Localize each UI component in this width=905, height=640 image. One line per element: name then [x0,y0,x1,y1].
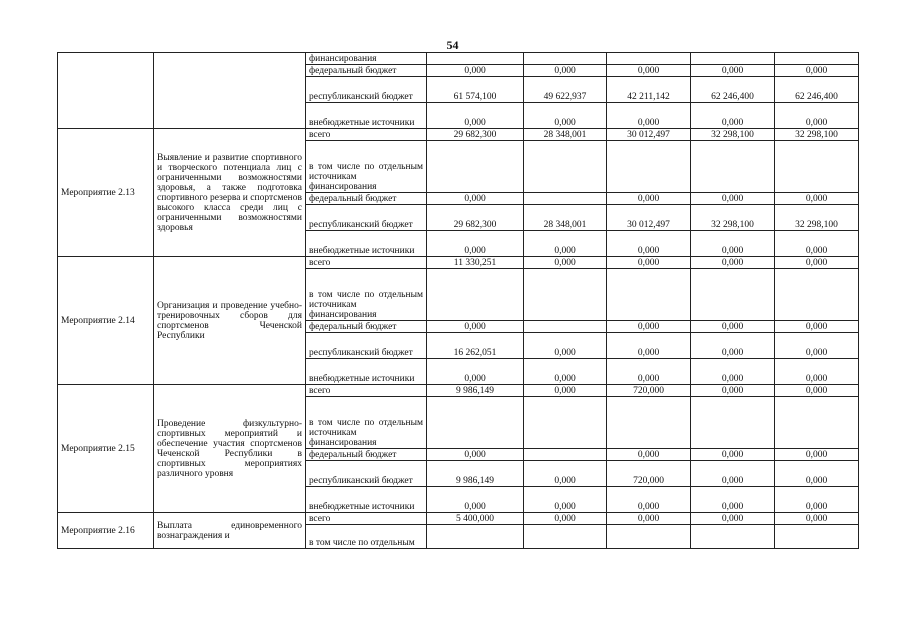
value-cell: 720,000 [607,385,691,397]
value-cell: 0,000 [607,487,691,513]
value-cell: 0,000 [427,449,524,461]
value-cell: 0,000 [427,231,524,257]
event-name: Мероприятие 2.13 [58,129,154,257]
value-cell: 0,000 [775,257,859,269]
value-cell: 0,000 [524,359,607,385]
value-cell [427,525,524,549]
value-cell: 0,000 [775,513,859,525]
value-cell: 0,000 [524,257,607,269]
value-cell: 0,000 [607,193,691,205]
value-cell: 0,000 [691,65,775,77]
value-cell: 0,000 [775,461,859,487]
value-cell: 0,000 [691,487,775,513]
value-cell: 9 986,149 [427,385,524,397]
value-cell: 0,000 [775,231,859,257]
value-cell [775,53,859,65]
source-cell: всего [306,385,427,397]
value-cell: 0,000 [427,359,524,385]
financing-table [57,52,859,549]
value-cell: 11 330,251 [427,257,524,269]
value-cell: 0,000 [775,385,859,397]
value-cell: 0,000 [691,385,775,397]
value-cell: 0,000 [524,333,607,359]
value-cell [607,269,691,321]
value-cell: 28 348,001 [524,129,607,141]
value-cell: 30 012,497 [607,205,691,231]
value-cell [524,397,607,449]
event-description: Выявление и развитие спортивного и творческого потенциала лиц с ограниченными возможностями здоровья, а также подготовка спортивного резерва и спортсменов высокого класса среди лиц с ограниченными возможностями здоровья [154,129,306,257]
source-cell: всего [306,129,427,141]
event-description: Проведение физкультурно-спортивных мероприятий и обеспечение участия спортсменов Чеченской Республики в спортивных мероприятиях различного уровня [154,385,306,513]
value-cell: 0,000 [775,65,859,77]
source-cell: федеральный бюджет [306,65,427,77]
source-cell: республиканский бюджет [306,333,427,359]
value-cell [607,525,691,549]
table-row [58,129,859,141]
source-cell: внебюджетные источники [306,103,427,129]
value-cell: 0,000 [427,65,524,77]
value-cell [427,269,524,321]
value-cell: 42 211,142 [607,77,691,103]
value-cell: 0,000 [607,449,691,461]
table-row [58,257,859,269]
value-cell: 0,000 [524,103,607,129]
value-cell: 32 298,100 [691,129,775,141]
value-cell [607,53,691,65]
source-cell: всего [306,257,427,269]
value-cell [524,193,607,205]
value-cell: 0,000 [691,321,775,333]
description-cell [154,53,306,129]
value-cell [775,525,859,549]
page-number: 54 [446,38,459,52]
value-cell: 0,000 [427,487,524,513]
value-cell: 0,000 [691,513,775,525]
source-cell: в том числе по отдельным источникам финансирования [306,269,427,321]
source-cell: в том числе по отдельным источникам финансирования [306,141,427,193]
value-cell: 32 298,100 [691,205,775,231]
value-cell: 49 622,937 [524,77,607,103]
event-cell [58,53,154,129]
value-cell [775,269,859,321]
event-name: Мероприятие 2.15 [58,385,154,513]
value-cell [524,449,607,461]
source-cell: федеральный бюджет [306,321,427,333]
value-cell [524,321,607,333]
value-cell: 32 298,100 [775,205,859,231]
value-cell: 0,000 [775,333,859,359]
value-cell: 0,000 [691,103,775,129]
value-cell: 0,000 [524,461,607,487]
value-cell [524,141,607,193]
value-cell [607,141,691,193]
value-cell: 30 012,497 [607,129,691,141]
source-cell: финансирования [306,53,427,65]
value-cell: 0,000 [691,449,775,461]
source-cell: всего [306,513,427,525]
value-cell: 0,000 [691,333,775,359]
value-cell: 0,000 [775,103,859,129]
value-cell: 0,000 [427,321,524,333]
value-cell [691,397,775,449]
value-cell: 0,000 [524,487,607,513]
event-name: Мероприятие 2.16 [58,513,154,549]
value-cell: 62 246,400 [691,77,775,103]
value-cell [775,397,859,449]
source-cell: внебюджетные источники [306,359,427,385]
value-cell: 0,000 [691,257,775,269]
value-cell: 0,000 [607,231,691,257]
value-cell: 29 682,300 [427,129,524,141]
table-row [58,513,859,525]
value-cell [775,141,859,193]
source-cell: федеральный бюджет [306,449,427,461]
value-cell [427,53,524,65]
value-cell: 0,000 [607,333,691,359]
value-cell: 0,000 [607,257,691,269]
source-cell: республиканский бюджет [306,461,427,487]
value-cell [427,397,524,449]
table-row [58,385,859,397]
value-cell: 0,000 [775,359,859,385]
value-cell: 5 400,000 [427,513,524,525]
source-cell: в том числе по отдельным [306,525,427,549]
value-cell: 0,000 [524,385,607,397]
value-cell: 62 246,400 [775,77,859,103]
value-cell: 0,000 [775,321,859,333]
value-cell: 0,000 [524,231,607,257]
value-cell [691,141,775,193]
source-cell: в том числе по отдельным источникам финансирования [306,397,427,449]
value-cell: 0,000 [607,65,691,77]
event-description: Организация и проведение учебно-тренировочных сборов для спортсменов Чеченской Республики [154,257,306,385]
value-cell: 0,000 [427,103,524,129]
value-cell: 0,000 [691,359,775,385]
value-cell: 0,000 [775,193,859,205]
value-cell: 9 986,149 [427,461,524,487]
value-cell: 28 348,001 [524,205,607,231]
value-cell [524,525,607,549]
source-cell: внебюджетные источники [306,231,427,257]
source-cell: федеральный бюджет [306,193,427,205]
event-description: Выплата единовременного вознаграждения и [154,513,306,549]
value-cell: 0,000 [691,231,775,257]
value-cell: 32 298,100 [775,129,859,141]
value-cell: 0,000 [775,487,859,513]
source-cell: внебюджетные источники [306,487,427,513]
value-cell: 720,000 [607,461,691,487]
value-cell: 0,000 [691,461,775,487]
value-cell: 0,000 [607,513,691,525]
value-cell [427,141,524,193]
value-cell: 29 682,300 [427,205,524,231]
event-name: Мероприятие 2.14 [58,257,154,385]
value-cell [691,525,775,549]
value-cell [524,269,607,321]
value-cell: 0,000 [691,193,775,205]
table-row [58,53,859,65]
value-cell: 0,000 [427,193,524,205]
value-cell: 61 574,100 [427,77,524,103]
source-cell: республиканский бюджет [306,77,427,103]
value-cell [691,53,775,65]
value-cell: 0,000 [524,513,607,525]
value-cell [691,269,775,321]
value-cell: 16 262,051 [427,333,524,359]
value-cell [607,397,691,449]
value-cell: 0,000 [607,103,691,129]
value-cell: 0,000 [775,449,859,461]
source-cell: республиканский бюджет [306,205,427,231]
value-cell: 0,000 [524,65,607,77]
value-cell [524,53,607,65]
value-cell: 0,000 [607,359,691,385]
value-cell: 0,000 [607,321,691,333]
